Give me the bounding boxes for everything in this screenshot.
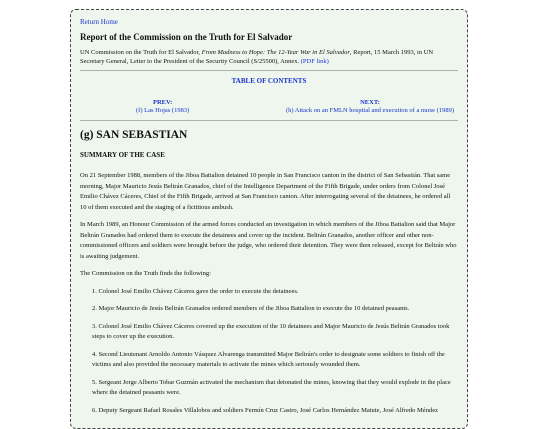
citation-suffix: , Report, 15 March 1993, in UN Secretary General, Letter to the President of the Security Council (S/25500), Annex. (80, 49, 434, 65)
next-label: NEXT: (360, 99, 380, 106)
divider (80, 120, 458, 121)
finding-item: 3. Colonel José Emilio Chávez Cáceres covered up the execution of the 10 detainees and Major Mauricio de Jesús Beltrán Granados took steps to cover up the execution. (92, 322, 450, 340)
finding-item: 5. Sergeant Jorge Alberto Tobar Guzmán activated the mechanism that detonated the mines, knowing that they would explode in the place where the detained peasants were. (92, 378, 451, 396)
finding-item: 1. Colonel José Emilio Chávez Cáceres gave the order to execute the detainees. (92, 287, 299, 295)
citation-prefix: UN Commission on the Truth for El Salvador, (80, 49, 202, 56)
prev-link[interactable] (136, 99, 189, 114)
pdf-link[interactable]: (PDF link) (300, 58, 329, 65)
finding-item: 2. Major Mauricio de Jesús Beltrán Granados ordered members of the Jiboa Battalion to execute the 10 detained peasants. (92, 305, 410, 312)
summary-heading: SUMMARY OF THE CASE (80, 151, 165, 159)
citation (80, 48, 458, 66)
prev-title: (f) Las Hojas (1983) (136, 107, 190, 114)
prev-next-nav (80, 99, 458, 115)
paragraph: The Commission on the Truth finds the following: (80, 270, 211, 277)
next-link[interactable] (286, 99, 454, 114)
next-nav (286, 99, 458, 115)
section-title: (g) SAN SEBASTIAN (80, 129, 188, 141)
finding-item: 4. Second Lieutenant Arnoldo Antonio Vásquez Alvarenga transmitted Major Beltrán's order to designate some soldiers to finish off the victims and also provided the necessary materials to activate the mines which seriously wounded them. (92, 350, 445, 368)
prev-nav (80, 99, 189, 115)
paragraph: On 21 September 1988, members of the Jiboa Battalion detained 10 people in San Francisco canton in the district of San Sebastián. That same morning, Major Mauricio Jesús Beltrán Granados, chief of the Intelligence Department of the Fifth Brigade, under orders from Colonel José Emilio Chávez Cáceres, Chief of the Fifth Brigade, arrived at San Francisco canton. After interrogating several of the detainees, he ordered all 10 of them executed and the staging of a fictitious ambush. (80, 172, 451, 211)
next-title: (h) Attack on an FMLN hospital and execution of a nurse (1989) (285, 107, 454, 114)
document-frame (70, 9, 468, 429)
citation-book-title: From Madness to Hope: The 12-Year War in El Salvador (201, 49, 350, 56)
divider (80, 70, 458, 71)
return-home-link[interactable]: Return Home (80, 18, 118, 26)
page-title: Report of the Commission on the Truth for El Salvador (80, 32, 293, 42)
prev-label: PREV: (152, 99, 173, 106)
paragraph: In March 1989, an Honour Commission of the armed forces conducted an investigation in which members of the Jiboa Battalion said that Major Beltrán Granados had ordered them to execute the detainees and cover up the incident. Beltrán Granados, another officer and other non-commissioned officers and soldiers were brought before the judge, who ordered their detention. They were then released, except for Beltrán who is awaiting judgement. (80, 221, 457, 260)
table-of-contents-link[interactable]: TABLE OF CONTENTS (231, 77, 307, 85)
finding-item: 6. Deputy Sergeant Rafael Rosales Villalobos and soldiers Fermín Cruz Castro, José Carlos Hernández Matute, José Alfredo Méndez (92, 406, 438, 414)
